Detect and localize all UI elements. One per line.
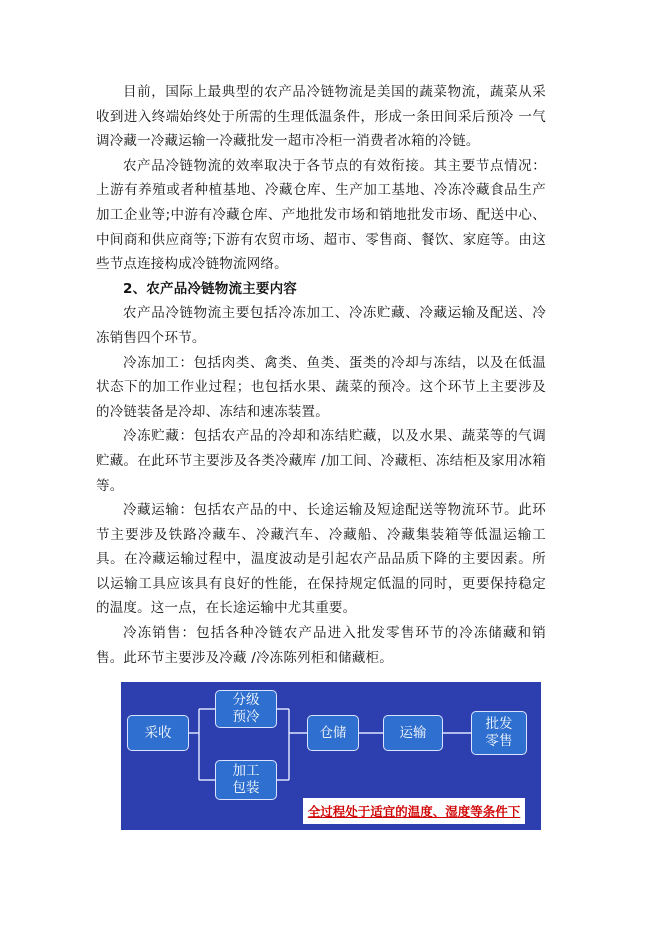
node-storage: 仓储 xyxy=(307,715,359,751)
paragraph: 冷冻贮藏：包括农产品的冷却和冻结贮藏，以及水果、蔬菜等的气调贮藏。在此环节主要涉及各类冷藏库 /加工间、冷藏柜、冻结柜及家用冰箱等。 xyxy=(96,428,546,494)
cold-chain-flow-diagram xyxy=(121,682,541,830)
paragraph: 农产品冷链物流主要包括冷冻加工、冷冻贮藏、冷藏运输及配送、冷冻销售四个环节。 xyxy=(96,305,546,346)
paragraph: 农产品冷链物流的效率取决于各节点的有效衔接。其主要节点情况：上游有养殖或者种植基地、冷藏仓库、生产加工基地、冷冻冷藏食品生产加工企业等;中游有冷藏仓库、产地批发市场和销地批发市场、配送中心、中间商和供应商等;下游有农贸市场、超市、零售商、餐饮、家庭等。由这些节点连接构成冷链物流网络。 xyxy=(96,157,546,273)
node-wholesale-retail: 批发 零售 xyxy=(471,711,527,755)
article-body xyxy=(96,80,546,670)
node-transport: 运输 xyxy=(383,715,443,751)
node-grading-precooling: 分级 预冷 xyxy=(215,690,277,728)
node-harvest: 采收 xyxy=(127,715,189,751)
condition-note: 全过程处于适宜的温度、湿度等条件下 xyxy=(303,798,525,824)
paragraph: 目前，国际上最典型的农产品冷链物流是美国的蔬菜物流，蔬菜从采收到进入终端始终处于所需的生理低温条件，形成一条田间采后预冷 一气调冷藏一冷藏运输一冷藏批发一超市冷柜一消费者冰箱的冷链。 xyxy=(96,84,546,150)
paragraph: 冷藏运输：包括农产品的中、长途运输及短途配送等物流环节。此环节主要涉及铁路冷藏车、冷藏汽车、冷藏船、冷藏集装箱等低温运输工具。在冷藏运输过程中，温度波动是引起农产品品质下降的主要因素。所以运输工具应该具有良好的性能，在保持规定低温的同时，更要保持稳定的温度。这一点，在长途运输中尤其重要。 xyxy=(96,502,546,617)
paragraph: 冷冻销售：包括各种冷链农产品进入批发零售环节的冷冻储藏和销售。此环节主要涉及冷藏 /冷冻陈列柜和储藏柜。 xyxy=(96,625,546,666)
node-processing-packaging: 加工 包装 xyxy=(215,760,277,800)
paragraph: 冷冻加工：包括肉类、禽类、鱼类、蛋类的冷却与冻结，以及在低温状态下的加工作业过程；也包括水果、蔬菜的预冷。这个环节上主要涉及的冷链装备是冷却、冻结和速冻装置。 xyxy=(96,354,546,420)
section-heading: 2、农产品冷链物流主要内容 xyxy=(123,280,297,297)
